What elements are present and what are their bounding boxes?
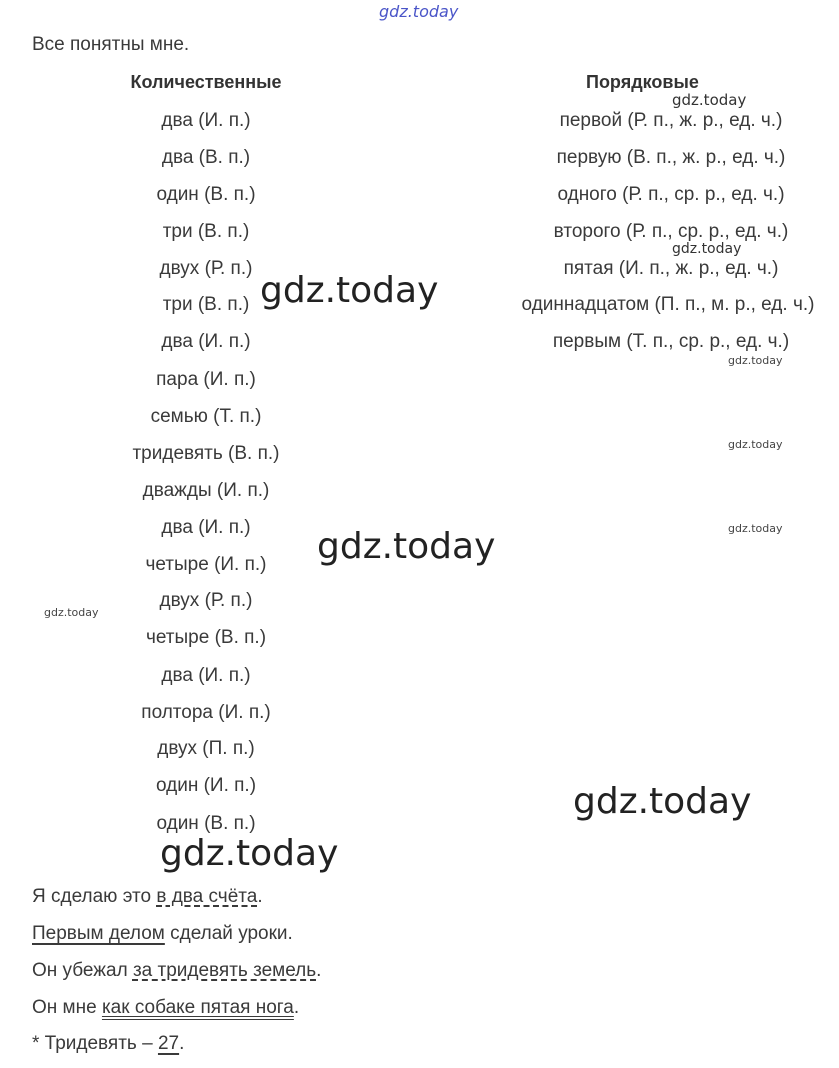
watermark: gdz.today	[160, 833, 339, 874]
cardinal-item: два (И. п.)	[161, 110, 251, 131]
sentence-2	[32, 923, 293, 945]
ordinal-item: первым (Т. п., ср. р., ед. ч.)	[552, 331, 790, 352]
sentence-text: Я сделаю это	[32, 886, 157, 907]
watermark: gdz.today	[317, 526, 496, 567]
cardinal-item: два (И. п.)	[161, 331, 251, 352]
cardinal-item: два (В. п.)	[161, 147, 251, 168]
underlined-phrase: как собаке пятая нога	[101, 997, 294, 1018]
cardinal-header: Количественные	[130, 72, 282, 92]
sentence-1	[32, 886, 263, 908]
watermark: gdz.today	[672, 241, 742, 257]
underlined-phrase: в два счёта	[156, 886, 258, 907]
cardinal-item: три (В. п.)	[162, 294, 250, 315]
underlined-phrase: Первым делом	[32, 923, 165, 944]
sentence-text: сделай уроки.	[164, 923, 293, 944]
cardinal-item: семью (Т. п.)	[150, 406, 262, 427]
cardinal-item: два (И. п.)	[161, 665, 251, 686]
cardinal-item: пара (И. п.)	[156, 369, 256, 390]
footnote-text: * Тридевять –	[32, 1033, 158, 1054]
footnote-value: 27	[157, 1033, 180, 1054]
cardinal-item: один (И. п.)	[155, 775, 257, 796]
watermark: gdz.today	[260, 270, 439, 311]
sentence-text: .	[293, 997, 300, 1018]
watermark: gdz.today	[728, 522, 783, 535]
intro-text: Все понятны мне.	[32, 34, 190, 55]
ordinal-item: пятая (И. п., ж. р., ед. ч.)	[563, 258, 779, 279]
ordinal-item: второго (Р. п., ср. р., ед. ч.)	[553, 221, 789, 242]
cardinal-item: четыре (И. п.)	[145, 554, 267, 575]
watermark: gdz.today	[672, 91, 747, 109]
sentence-4	[32, 997, 299, 1019]
cardinal-item: тридевять (В. п.)	[132, 443, 280, 464]
ordinal-item: первую (В. п., ж. р., ед. ч.)	[556, 147, 786, 168]
cardinal-item: три (В. п.)	[162, 221, 250, 242]
sentence-3	[32, 960, 321, 982]
ordinal-item: одного (Р. п., ср. р., ед. ч.)	[557, 184, 785, 205]
underlined-phrase: за тридевять земель	[132, 960, 317, 981]
cardinal-item: дважды (И. п.)	[142, 480, 270, 501]
watermark: gdz.today	[728, 354, 783, 367]
cardinal-item: двух (П. п.)	[157, 738, 255, 759]
footnote-text: .	[179, 1033, 185, 1054]
ordinal-item: первой (Р. п., ж. р., ед. ч.)	[559, 110, 783, 131]
cardinal-item: один (В. п.)	[156, 184, 256, 205]
cardinal-item: один (В. п.)	[156, 813, 256, 834]
sentence-text: .	[257, 886, 263, 907]
watermark: gdz.today	[728, 438, 783, 451]
watermark: gdz.today	[573, 781, 752, 822]
cardinal-item: двух (Р. п.)	[159, 258, 253, 279]
footnote	[32, 1033, 184, 1055]
watermark-top: gdz.today	[379, 2, 459, 21]
sentence-text: Он мне	[32, 997, 102, 1018]
sentence-text: Он убежал	[32, 960, 133, 981]
ordinal-item: одиннадцатом (П. п., м. р., ед. ч.)	[521, 294, 815, 315]
cardinal-item: полтора (И. п.)	[141, 702, 271, 723]
sentence-text: .	[316, 960, 322, 981]
ordinal-header: Порядковые	[586, 72, 699, 92]
watermark: gdz.today	[44, 606, 99, 619]
cardinal-item: два (И. п.)	[161, 517, 251, 538]
cardinal-item: двух (Р. п.)	[159, 590, 253, 611]
cardinal-item: четыре (В. п.)	[145, 627, 267, 648]
